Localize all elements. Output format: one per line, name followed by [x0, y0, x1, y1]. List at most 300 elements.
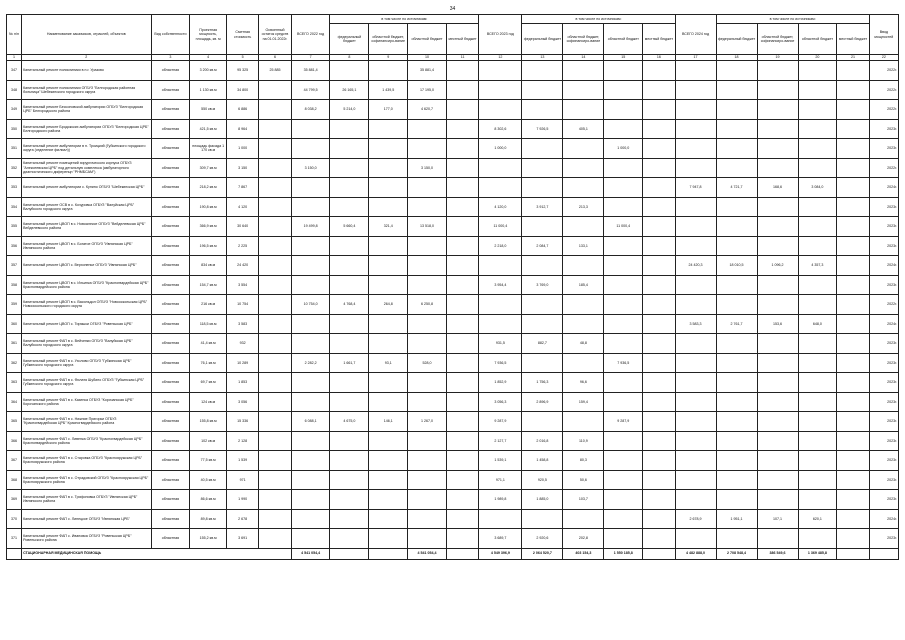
- table-row: [7, 431, 899, 451]
- capacity: 550 кв.м: [190, 100, 227, 120]
- regional-cofin-2023: [563, 178, 604, 198]
- total-2024: [675, 236, 716, 256]
- regional-2022: [408, 314, 447, 334]
- row-number: 363: [7, 373, 22, 393]
- estimate-cost: 3 583: [226, 314, 258, 334]
- federal-2024: [716, 275, 757, 295]
- federal-2023: [522, 100, 563, 120]
- mastered-balance: [259, 334, 291, 354]
- federal-2022: [330, 119, 369, 139]
- regional-2024: [798, 61, 837, 81]
- ownership-type: областная: [151, 236, 190, 256]
- regional-cofin-2023: [563, 217, 604, 237]
- year-of-input: 2023г.: [869, 412, 898, 432]
- total-2022: [291, 139, 330, 159]
- regional-cofin-2024: 168,6: [757, 178, 798, 198]
- column-number: 2: [22, 55, 151, 61]
- ownership-type: областная: [151, 158, 190, 178]
- regional-cofin-2022: [369, 334, 408, 354]
- local-2023: [643, 509, 675, 529]
- local-2024: [837, 509, 869, 529]
- header-local-2024: местный бюджет: [837, 24, 869, 55]
- regional-2024: [798, 334, 837, 354]
- year-of-input: 2024г.: [869, 509, 898, 529]
- local-2024: [837, 314, 869, 334]
- total-2022: [291, 373, 330, 393]
- total-empty-cell: [446, 548, 478, 559]
- regional-2023: [604, 529, 643, 549]
- federal-2023: 2 920,6: [522, 529, 563, 549]
- federal-2022: [330, 431, 369, 451]
- regional-cofin-2023: [563, 61, 604, 81]
- regional-cofin-2023: 50,6: [563, 470, 604, 490]
- federal-2024: [716, 529, 757, 549]
- ownership-type: областная: [151, 529, 190, 549]
- federal-2022: 5 660,4: [330, 217, 369, 237]
- total-2023: 931,5: [479, 334, 522, 354]
- federal-2023: 882,7: [522, 334, 563, 354]
- total-2022: [291, 178, 330, 198]
- regional-2023: [604, 80, 643, 100]
- total-t24: 4 482 888,0: [675, 548, 716, 559]
- header-sources-2022: в том числе по источникам:: [330, 15, 479, 24]
- row-number: 370: [7, 509, 22, 529]
- total-2023: 4 120,0: [479, 197, 522, 217]
- regional-cofin-2022: [369, 451, 408, 471]
- page-number: 34: [449, 6, 456, 12]
- object-name: Капитальный ремонт ЦВОП с. Верхопенье ОГБУЗ "Ивнянская ЦРБ": [22, 256, 151, 276]
- regional-cofin-2023: [563, 509, 604, 529]
- row-number: 369: [7, 490, 22, 510]
- local-2023: [643, 119, 675, 139]
- regional-2024: [798, 197, 837, 217]
- total-2023: 1 539,1: [479, 451, 522, 471]
- capacity: 41,4 кв.м: [190, 334, 227, 354]
- object-name: Капитальный ремонт амбулатории в п. Троицкий (Губкинского городского округа (отделение филиал)): [22, 139, 151, 159]
- estimate-cost: 2 225: [226, 236, 258, 256]
- regional-2023: [604, 197, 643, 217]
- table-row: [7, 392, 899, 412]
- federal-2024: [716, 353, 757, 373]
- federal-2024: [716, 61, 757, 81]
- federal-2022: [330, 178, 369, 198]
- federal-2022: [330, 158, 369, 178]
- table-row: [7, 139, 899, 159]
- local-2022: [446, 334, 478, 354]
- total-empty-cell: [369, 548, 408, 559]
- federal-2024: [716, 431, 757, 451]
- local-2024: [837, 80, 869, 100]
- year-of-input: 2023г.: [869, 373, 898, 393]
- object-name: Капитальный ремонт поликлиники ОГБУЗ "Белгородская районная больница" Шебекинского городского округа: [22, 80, 151, 100]
- estimate-cost: 6 886: [226, 100, 258, 120]
- regional-2024: [798, 490, 837, 510]
- year-of-input: 2024г.: [869, 256, 898, 276]
- local-2024: [837, 158, 869, 178]
- object-name: Капитальный ремонт ЦВОП в с. Васильдол ОГБУЗ "Новооскольская ЦРБ" Новооскольского городского округа: [22, 295, 151, 315]
- regional-2024: [798, 217, 837, 237]
- capacity: 86,6 кв.м: [190, 490, 227, 510]
- local-2022: [446, 295, 478, 315]
- total-2024: [675, 529, 716, 549]
- row-number: 367: [7, 451, 22, 471]
- local-2023: [643, 412, 675, 432]
- regional-cofin-2024: [757, 119, 798, 139]
- total-2022: [291, 197, 330, 217]
- total-2024: [675, 353, 716, 373]
- regional-2023: [604, 431, 643, 451]
- total-2022: 3 150,0: [291, 158, 330, 178]
- total-2022: [291, 490, 330, 510]
- regional-cofin-2023: [563, 100, 604, 120]
- federal-2022: [330, 197, 369, 217]
- federal-2023: 2 896,9: [522, 392, 563, 412]
- year-of-input: 2023г.: [869, 451, 898, 471]
- ownership-type: областная: [151, 490, 190, 510]
- mastered-balance: [259, 295, 291, 315]
- capacity: 154,7 кв.м: [190, 275, 227, 295]
- regional-2022: 6 250,8: [408, 295, 447, 315]
- regional-2022: [408, 256, 447, 276]
- header-federal-2023: федеральный бюджет: [522, 24, 563, 55]
- estimate-cost: 2 128: [226, 431, 258, 451]
- federal-2024: 18 010,5: [716, 256, 757, 276]
- local-2023: [643, 392, 675, 412]
- year-of-input: 2023г.: [869, 236, 898, 256]
- total-2024: 3 583,3: [675, 314, 716, 334]
- table-row: [7, 61, 899, 81]
- local-2023: [643, 314, 675, 334]
- mastered-balance: [259, 392, 291, 412]
- total-2024: [675, 412, 716, 432]
- regional-cofin-2023: 96,6: [563, 373, 604, 393]
- total-2024: [675, 392, 716, 412]
- local-2023: [643, 178, 675, 198]
- capacity: 118,5 кв.м: [190, 314, 227, 334]
- estimate-cost: 3 150: [226, 158, 258, 178]
- regional-cofin-2024: [757, 80, 798, 100]
- regional-cofin-2024: [757, 373, 798, 393]
- total-2023: [479, 314, 522, 334]
- federal-2024: [716, 470, 757, 490]
- federal-2022: [330, 61, 369, 81]
- total-2024: [675, 61, 716, 81]
- regional-2023: 9 287,9: [604, 412, 643, 432]
- local-2022: [446, 470, 478, 490]
- regional-cofin-2024: 1 096,2: [757, 256, 798, 276]
- total-2024: 24 420,3: [675, 256, 716, 276]
- federal-2023: 3 769,0: [522, 275, 563, 295]
- federal-2022: [330, 275, 369, 295]
- mastered-balance: 25 885: [259, 61, 291, 81]
- total-2022: [291, 275, 330, 295]
- federal-2024: [716, 295, 757, 315]
- ownership-type: областная: [151, 178, 190, 198]
- estimate-cost: 1 990: [226, 490, 258, 510]
- table-row: [7, 275, 899, 295]
- total-2023: 1 989,8: [479, 490, 522, 510]
- local-2024: [837, 431, 869, 451]
- regional-2022: [408, 275, 447, 295]
- ownership-type: областная: [151, 373, 190, 393]
- local-2023: [643, 373, 675, 393]
- regional-cofin-2023: 80,3: [563, 451, 604, 471]
- total-2024: [675, 100, 716, 120]
- header-regional-cofin-2024: областной бюджет, софинансиро-вание: [757, 24, 798, 55]
- federal-2024: [716, 119, 757, 139]
- estimate-cost: 10 754: [226, 295, 258, 315]
- column-number: 7: [291, 55, 330, 61]
- local-2022: [446, 275, 478, 295]
- table-row: [7, 353, 899, 373]
- header-capacity: Проектная мощность, площадь, кв. м: [190, 15, 227, 55]
- year-of-input: 2022г.: [869, 295, 898, 315]
- regional-cofin-2022: [369, 158, 408, 178]
- regional-cofin-2022: [369, 470, 408, 490]
- header-total-2022: ВСЕГО 2022 год: [291, 15, 330, 55]
- regional-2022: [408, 490, 447, 510]
- total-2023: 9 287,9: [479, 412, 522, 432]
- column-number: 9: [369, 55, 408, 61]
- object-name: Капитальный ремонт ФАП с. Ливенка ОГБУЗ "Красногвардейская ЦРБ" Красногвардейского района: [22, 431, 151, 451]
- table-row: [7, 80, 899, 100]
- capital-repair-table: [6, 14, 899, 560]
- column-number: 10: [408, 55, 447, 61]
- local-2024: [837, 119, 869, 139]
- local-2024: [837, 470, 869, 490]
- header-sources-2024: в том числе по источникам:: [716, 15, 869, 24]
- regional-2023: [604, 256, 643, 276]
- federal-2023: 7 926,5: [522, 119, 563, 139]
- regional-2022: 35 881,4: [408, 61, 447, 81]
- regional-cofin-2023: [563, 256, 604, 276]
- header-federal-2024: федеральный бюджет: [716, 24, 757, 55]
- federal-2022: [330, 373, 369, 393]
- row-number: 350: [7, 119, 22, 139]
- object-name: Капитальный ремонт ФАП в с. Трифоновка ОГБУЗ "Ивнянская ЦРБ" Ивнянского района: [22, 490, 151, 510]
- object-name: Капитальный ремонт Бессоновской амбулатории ОГБУЗ "Белгородская ЦРБ" Белгородского района: [22, 100, 151, 120]
- total-t23: 4 549 396,9: [479, 548, 522, 559]
- federal-2022: [330, 139, 369, 159]
- capacity: 218,2 кв.м: [190, 178, 227, 198]
- total-2023: 3 954,4: [479, 275, 522, 295]
- local-2023: [643, 490, 675, 510]
- object-name: Капитальный ремонт ФАП в с. Казенка ОГБУЗ "Корочанская ЦРБ" Корочанского района: [22, 392, 151, 412]
- estimate-cost: 1 853: [226, 373, 258, 393]
- local-2024: [837, 100, 869, 120]
- column-number: 22: [869, 55, 898, 61]
- local-2023: [643, 80, 675, 100]
- total-f23: 2 064 520,7: [522, 548, 563, 559]
- federal-2024: [716, 100, 757, 120]
- local-2024: [837, 217, 869, 237]
- year-of-input: 2022г.: [869, 80, 898, 100]
- table-row: [7, 295, 899, 315]
- total-2022: 8 038,2: [291, 100, 330, 120]
- federal-2023: 3 912,7: [522, 197, 563, 217]
- regional-cofin-2022: [369, 236, 408, 256]
- regional-2023: [604, 470, 643, 490]
- regional-cofin-2022: [369, 490, 408, 510]
- table-row: [7, 158, 899, 178]
- regional-cofin-2022: 93,1: [369, 353, 408, 373]
- total-2023: [479, 295, 522, 315]
- header-total-2023: ВСЕГО 2023 год: [479, 15, 522, 55]
- regional-2024: [798, 529, 837, 549]
- regional-2022: 1 267,0: [408, 412, 447, 432]
- table-row: [7, 373, 899, 393]
- total-empty-cell: [7, 548, 22, 559]
- mastered-balance: [259, 412, 291, 432]
- local-2022: [446, 158, 478, 178]
- local-2023: [643, 334, 675, 354]
- regional-cofin-2023: 133,1: [563, 236, 604, 256]
- regional-2024: [798, 373, 837, 393]
- regional-cofin-2023: 159,4: [563, 392, 604, 412]
- mastered-balance: [259, 431, 291, 451]
- row-number: 371: [7, 529, 22, 549]
- mastered-balance: [259, 353, 291, 373]
- regional-2022: [408, 139, 447, 159]
- row-number: 358: [7, 275, 22, 295]
- mastered-balance: [259, 236, 291, 256]
- federal-2024: [716, 334, 757, 354]
- federal-2023: [522, 256, 563, 276]
- year-of-input: 2023г.: [869, 119, 898, 139]
- regional-cofin-2022: 177,0: [369, 100, 408, 120]
- local-2022: [446, 256, 478, 276]
- local-2022: [446, 197, 478, 217]
- regional-cofin-2023: [563, 158, 604, 178]
- local-2022: [446, 509, 478, 529]
- local-2023: [643, 275, 675, 295]
- ownership-type: областная: [151, 509, 190, 529]
- total-2023: [479, 509, 522, 529]
- column-number: 3: [151, 55, 190, 61]
- object-name: Капитальный ремонт ЦВОП в с. Новоалексе ОГБУЗ "Вейделевская ЦРБ" Вейделевского района: [22, 217, 151, 237]
- table-row: [7, 412, 899, 432]
- regional-cofin-2022: 146,1: [369, 412, 408, 432]
- regional-cofin-2023: [563, 139, 604, 159]
- column-number: 15: [604, 55, 643, 61]
- regional-cofin-2024: [757, 431, 798, 451]
- total-2023: 3 689,7: [479, 529, 522, 549]
- total-2022: [291, 392, 330, 412]
- column-number: 19: [757, 55, 798, 61]
- regional-cofin-2022: [369, 197, 408, 217]
- regional-cofin-2024: [757, 353, 798, 373]
- federal-2023: 1 885,0: [522, 490, 563, 510]
- local-2024: [837, 178, 869, 198]
- total-2024: [675, 490, 716, 510]
- regional-2024: 4 357,3: [798, 256, 837, 276]
- federal-2023: [522, 178, 563, 198]
- local-2022: [446, 353, 478, 373]
- column-number: 14: [563, 55, 604, 61]
- federal-2022: [330, 509, 369, 529]
- table-row: [7, 314, 899, 334]
- mastered-balance: [259, 490, 291, 510]
- federal-2023: [522, 80, 563, 100]
- ownership-type: областная: [151, 334, 190, 354]
- total-r22: 4 541 054,4: [408, 548, 447, 559]
- object-name: Капитальный ремонт ФАП в с. Отрадовский ОГБУЗ "Краснояружская ЦРБ" Краснояружского района: [22, 470, 151, 490]
- header-regional-2023: областной бюджет: [604, 24, 643, 55]
- federal-2023: [522, 139, 563, 159]
- ownership-type: областная: [151, 412, 190, 432]
- regional-2022: [408, 392, 447, 412]
- regional-2023: [604, 314, 643, 334]
- regional-cofin-2022: [369, 314, 408, 334]
- header-local-2023: местный бюджет: [643, 24, 675, 55]
- total-2022: [291, 451, 330, 471]
- mastered-balance: [259, 256, 291, 276]
- local-2024: [837, 256, 869, 276]
- local-2024: [837, 490, 869, 510]
- regional-2023: 7 936,5: [604, 353, 643, 373]
- row-number: 349: [7, 100, 22, 120]
- year-of-input: 2023г.: [869, 431, 898, 451]
- total-r24: 1 369 485,8: [798, 548, 837, 559]
- total-2024: 7 947,8: [675, 178, 716, 198]
- total-2024: [675, 470, 716, 490]
- federal-2023: [522, 314, 563, 334]
- regional-cofin-2023: [563, 314, 604, 334]
- local-2024: [837, 392, 869, 412]
- regional-cofin-2024: [757, 158, 798, 178]
- row-number: 355: [7, 217, 22, 237]
- federal-2022: [330, 314, 369, 334]
- year-of-input: 2023г.: [869, 490, 898, 510]
- capacity: 196,5 кв.м: [190, 236, 227, 256]
- regional-2022: 528,0: [408, 353, 447, 373]
- object-name: Капитальный ремонт ФАП в с. Филатя Шубино ОГБУЗ "Губкинская ЦРБ" Губкинского городского округа: [22, 373, 151, 393]
- capacity: 3 200 кв.м: [190, 61, 227, 81]
- total-2024: [675, 158, 716, 178]
- total-2024: [675, 139, 716, 159]
- regional-2022: [408, 451, 447, 471]
- local-2023: [643, 470, 675, 490]
- local-2022: [446, 431, 478, 451]
- regional-2024: 3 084,0: [798, 178, 837, 198]
- regional-2024: 648,0: [798, 314, 837, 334]
- regional-2024: [798, 470, 837, 490]
- column-number: 1: [7, 55, 22, 61]
- year-of-input: 2023г.: [869, 470, 898, 490]
- year-of-input: 2022г.: [869, 61, 898, 81]
- regional-2023: [604, 158, 643, 178]
- table-row: [7, 100, 899, 120]
- regional-cofin-2023: [563, 353, 604, 373]
- total-2022: 19 499,8: [291, 217, 330, 237]
- federal-2022: [330, 256, 369, 276]
- ownership-type: областная: [151, 295, 190, 315]
- estimate-cost: 3 554: [226, 275, 258, 295]
- regional-cofin-2024: [757, 236, 798, 256]
- regional-cofin-2024: [757, 451, 798, 471]
- federal-2023: 920,5: [522, 470, 563, 490]
- regional-cofin-2022: [369, 178, 408, 198]
- header-regional-2024: областной бюджет: [798, 24, 837, 55]
- table-row: [7, 236, 899, 256]
- federal-2024: [716, 392, 757, 412]
- regional-cofin-2022: [369, 373, 408, 393]
- total-2024: [675, 119, 716, 139]
- regional-cofin-2023: 202,8: [563, 529, 604, 549]
- capacity: 76,1 кв.м: [190, 353, 227, 373]
- regional-2022: 4 620,7: [408, 100, 447, 120]
- header-num: № п/п: [7, 15, 22, 55]
